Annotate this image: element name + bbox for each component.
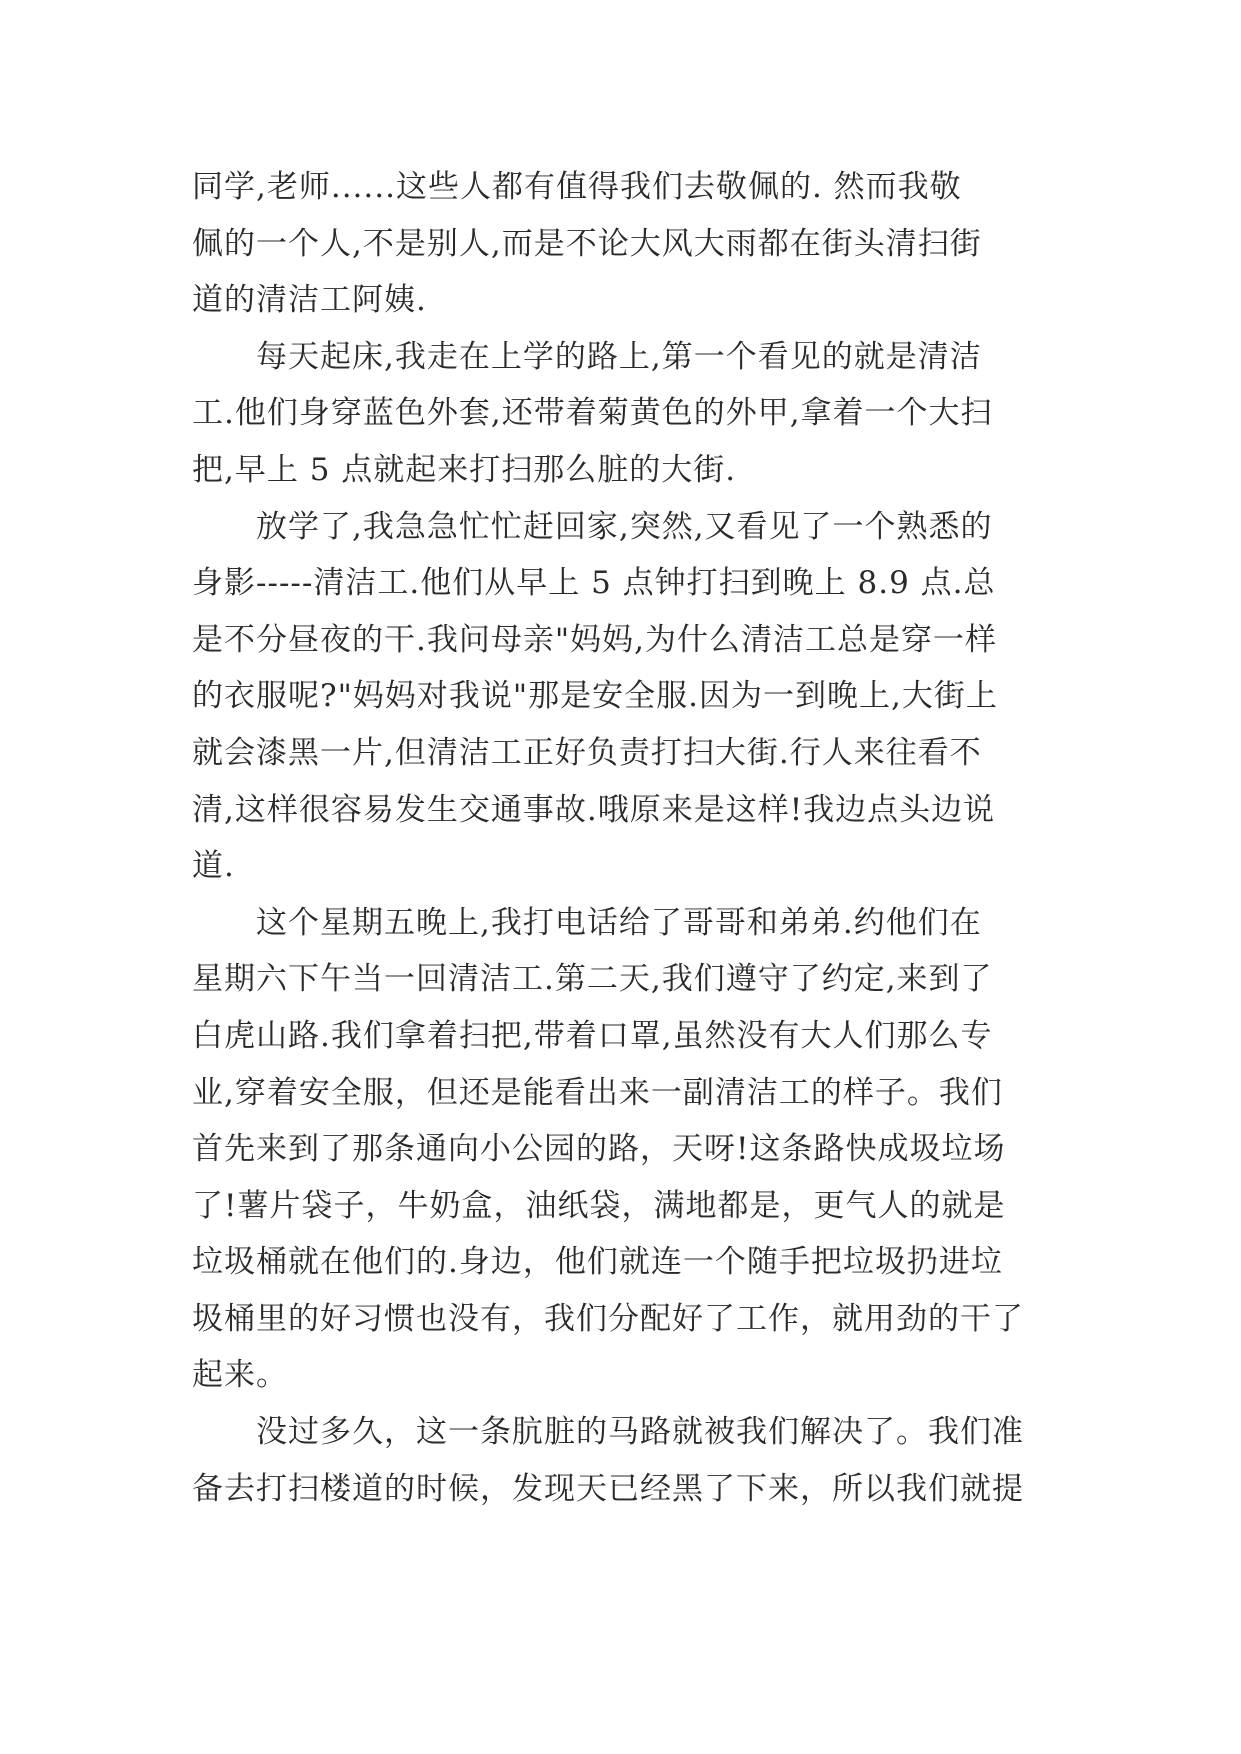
text-line: 业,穿着安全服，但还是能看出来一副清洁工的样子。我们 [192, 1074, 1003, 1111]
text-line: 放学了,我急急忙忙赶回家,突然,又看见了一个熟悉的 [256, 508, 993, 545]
text-line: 身影-----清洁工.他们从早上 5 点钟打扫到晚上 8.9 点.总 [192, 565, 996, 602]
text-line: 把,早上 5 点就起来打扫那么脏的大街. [192, 451, 737, 488]
text-line: 了!薯片袋子，牛奶盒，油纸袋，满地都是，更气人的就是 [192, 1187, 1006, 1224]
text-line: 工.他们身穿蓝色外套,还带着菊黄色的外甲,拿着一个大扫 [192, 395, 993, 432]
text-line: 同学,老师......这些人都有值得我们去敬佩的. 然而我敬 [192, 169, 962, 205]
text-line: 的衣服呢?"妈妈对我说"那是安全服.因为一到晚上,大街上 [192, 678, 998, 715]
text-line: 道. [192, 848, 235, 885]
text-line: 清,这样很容易发生交通事故.哦原来是这样!我边点头边说 [192, 791, 996, 828]
text-line: 没过多久，这一条肮脏的马路就被我们解决了。我们准 [256, 1414, 1024, 1451]
text-line: 起来。 [192, 1357, 288, 1394]
text-line: 垃圾桶就在他们的.身边，他们就连一个随手把垃圾扔进垃 [192, 1244, 1003, 1281]
text-line: 首先来到了那条通向小公园的路，天呀!这条路快成圾垃场 [192, 1131, 1006, 1168]
text-line: 星期六下午当一回清洁工.第二天,我们遵守了约定,来到了 [192, 961, 993, 998]
text-line: 圾桶里的好习惯也没有，我们分配好了工作，就用劲的干了 [192, 1300, 1024, 1337]
essay-body [192, 159, 1052, 1517]
text-line: 佩的一个人,不是别人,而是不论大风大雨都在街头清扫街 [192, 225, 982, 262]
text-line: 就会漆黑一片,但清洁工正好负责打扫大街.行人来往看不 [192, 734, 982, 771]
text-line: 这个星期五晚上,我打电话给了哥哥和弟弟.约他们在 [256, 904, 982, 941]
text-line: 是不分昼夜的干.我问母亲"妈妈,为什么清洁工总是穿一样 [192, 621, 997, 658]
text-line: 每天起床,我走在上学的路上,第一个看见的就是清洁 [256, 338, 982, 375]
text-line: 备去打扫楼道的时候，发现天已经黑了下来，所以我们就提 [192, 1470, 1024, 1507]
text-line: 道的清洁工阿姨. [192, 282, 427, 319]
text-line: 白虎山路.我们拿着扫把,带着口罩,虽然没有大人们那么专 [192, 1017, 993, 1054]
